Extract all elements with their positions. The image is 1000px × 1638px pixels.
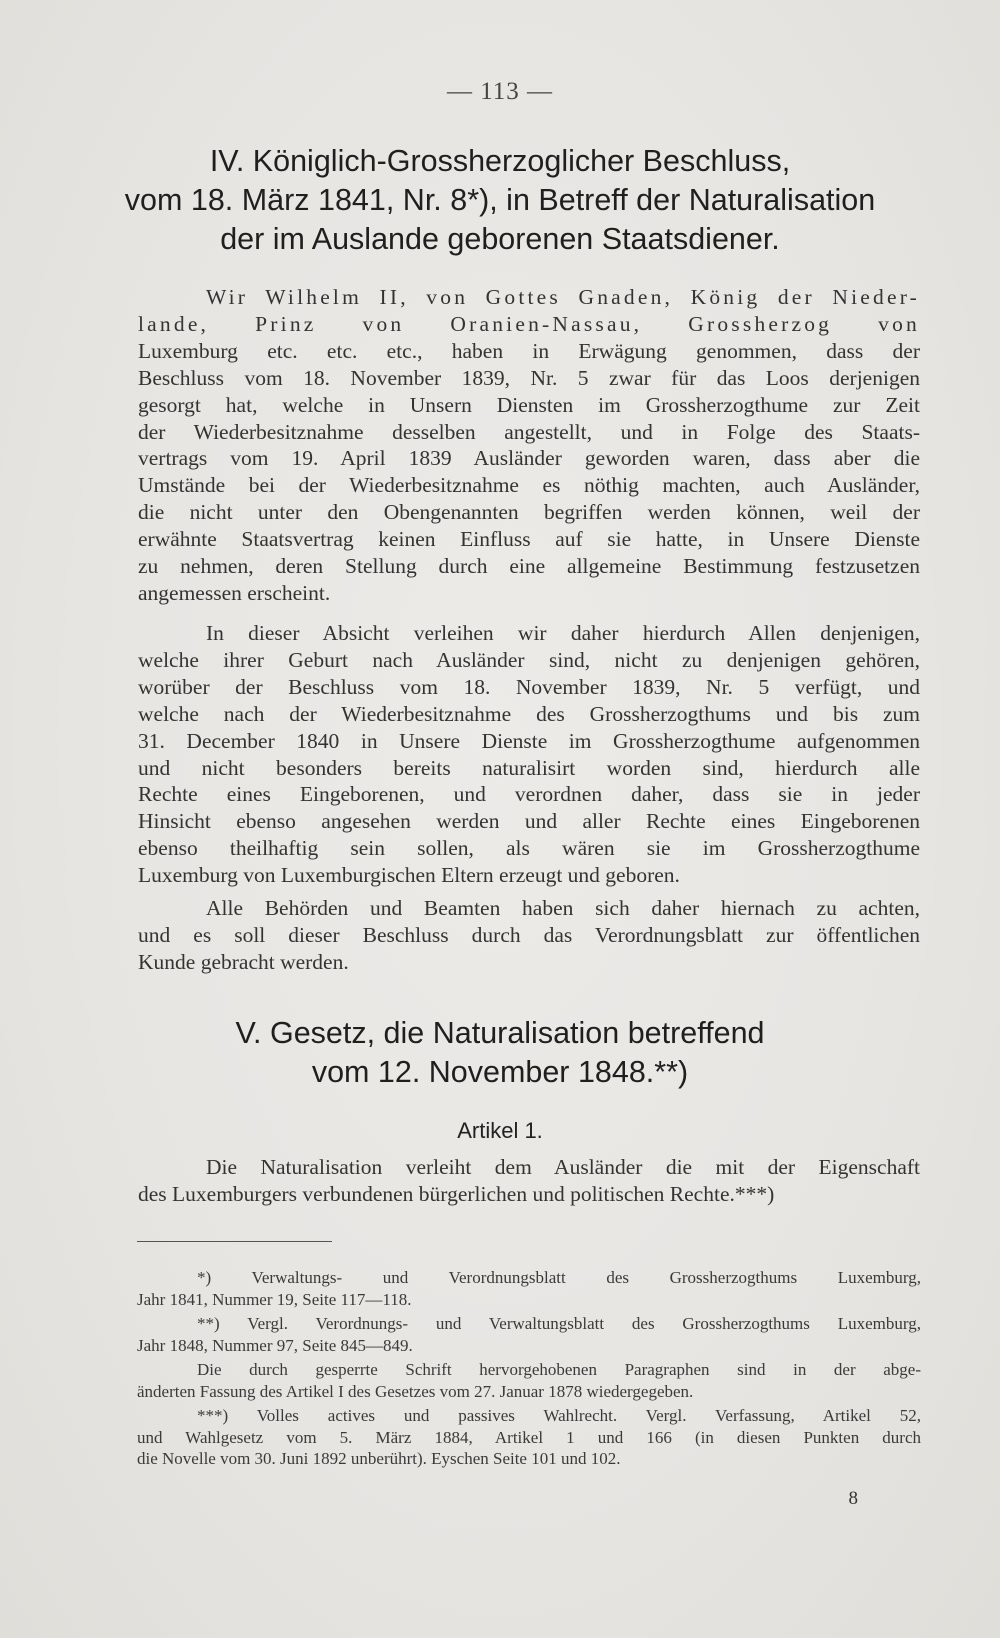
section-iv-paragraph-1 [138,284,920,607]
text-line: angemessen erscheint. [138,580,331,605]
text-line: und nicht besonders bereits naturalisirt worden sind, hierdurch alle [138,755,920,780]
section-v-title [100,1014,900,1092]
text-line: 31. December 1840 in Unsere Dienste im Grossherzogthume aufgenommen [138,728,920,753]
text-line: erwähnte Staatsvertrag keinen Einfluss auf sie hatte, in Unsere Dienste [138,527,920,552]
text-line: Beschluss vom 18. November 1839, Nr. 5 zwar für das Loos derjenigen [138,365,920,390]
section-iv-title [100,142,900,259]
text-line: Wir Wilhelm II, von Gottes Gnaden, König der Nieder- [206,285,920,309]
text-line: welche ihrer Geburt nach Ausländer sind, nicht zu denjenigen gehören, [138,647,920,672]
text-line: zu nehmen, deren Stellung durch eine allgemeine Bestimmung festzusetzen [138,554,920,579]
footnote-line: ***) Volles actives und passives Wahlrecht. Vergl. Verfassung, Artikel 52, [197,1406,921,1425]
paragraph [138,1154,920,1208]
paragraph [138,620,920,889]
footnote [137,1313,921,1356]
text-line: lande, Prinz von Oranien-Nassau, Grossherzog von [138,311,920,336]
text-line: Umstände bei der Wiederbesitznahme es nöthig machten, auch Ausländer, [138,473,920,498]
text-line: worüber der Beschluss vom 18. November 1839, Nr. 5 verfügt, und [138,674,920,699]
text-line: Kunde gebracht werden. [138,949,349,974]
title-line: vom 18. März 1841, Nr. 8*), in Betreff der Naturalisation [124,183,876,217]
text-line: Luxemburg von Luxemburgischen Eltern erzeugt und geboren. [138,863,680,888]
text-line: Luxemburg etc. etc. etc., haben in Erwägung genommen, dass der [138,338,920,363]
text-line: vertrags vom 19. April 1839 Ausländer geworden waren, dass aber die [138,446,920,471]
text-line: In dieser Absicht verleihen wir daher hierdurch Allen denjenigen, [206,621,920,645]
text-line: ebenso theilhaftig sein sollen, als wären sie im Grossherzogthume [138,836,920,861]
footnote-line: änderten Fassung des Artikel I des Gesetzes vom 27. Januar 1878 wiedergegeben. [137,1381,694,1401]
title-line: V. Gesetz, die Naturalisation betreffend [235,1016,765,1050]
section-iv-paragraph-2 [138,620,920,889]
paragraph [138,895,920,976]
footnote [137,1405,921,1470]
article-heading: Artikel 1. [457,1118,543,1143]
footnote-divider [137,1241,332,1242]
footnote-line: und Wahlgesetz vom 5. März 1884, Artikel 1 und 166 (in diesen Punkten durch [137,1427,921,1447]
text-line: Rechte eines Eingeborenen, und verordnen daher, dass sie in jeder [138,782,920,807]
footnote-line: **) Vergl. Verordnungs- und Verwaltungsblatt des Grossherzogthums Luxemburg, [197,1314,921,1333]
section-iv-paragraph-3 [138,895,920,976]
text-line: gesorgt hat, welche in Unsern Diensten im Grossherzogthume zur Zeit [138,392,920,417]
footnote-line: Jahr 1841, Nummer 19, Seite 117—118. [137,1289,412,1309]
footnote-line: die Novelle vom 30. Juni 1892 unberührt). Eyschen Seite 101 und 102. [137,1449,621,1468]
signature-mark: 8 [848,1488,858,1509]
title-line: der im Auslande geborenen Staatsdiener. [220,222,780,256]
title-line: vom 12. November 1848.**) [311,1055,689,1089]
text-line: die nicht unter den Obengenannten begriffen werden können, weil der [138,500,920,525]
text-line: der Wiederbesitznahme desselben angestellt, und in Folge des Staats- [138,419,920,444]
footnote-line: *) Verwaltungs- und Verordnungsblatt des Grossherzogthums Luxemburg, [197,1268,921,1287]
text-line: Hinsicht ebenso angesehen werden und aller Rechte eines Eingeborenen [138,809,920,834]
title-line: IV. Königlich-Grossherzoglicher Beschluss, [209,144,791,178]
text-line: Die Naturalisation verleiht dem Ausländer die mit der Eigenschaft [206,1155,920,1179]
text-line: des Luxemburgers verbundenen bürgerlichen und politischen Rechte.***) [138,1181,775,1206]
article-1-text [138,1154,920,1208]
footnotes [137,1267,921,1473]
footnote [137,1359,921,1402]
paragraph [138,284,920,607]
text-line: und es soll dieser Beschluss durch das Verordnungsblatt zur öffentlichen [138,922,920,947]
text-line: welche nach der Wiederbesitznahme des Grossherzogthums und bis zum [138,701,920,726]
footnote [137,1267,921,1310]
text-line: Alle Behörden und Beamten haben sich daher hiernach zu achten, [206,896,920,920]
page-number: — 113 — [446,78,554,105]
footnote-line: Die durch gesperrte Schrift hervorgehobenen Paragraphen sind in der abge- [197,1360,921,1379]
footnote-line: Jahr 1848, Nummer 97, Seite 845—849. [137,1335,413,1355]
